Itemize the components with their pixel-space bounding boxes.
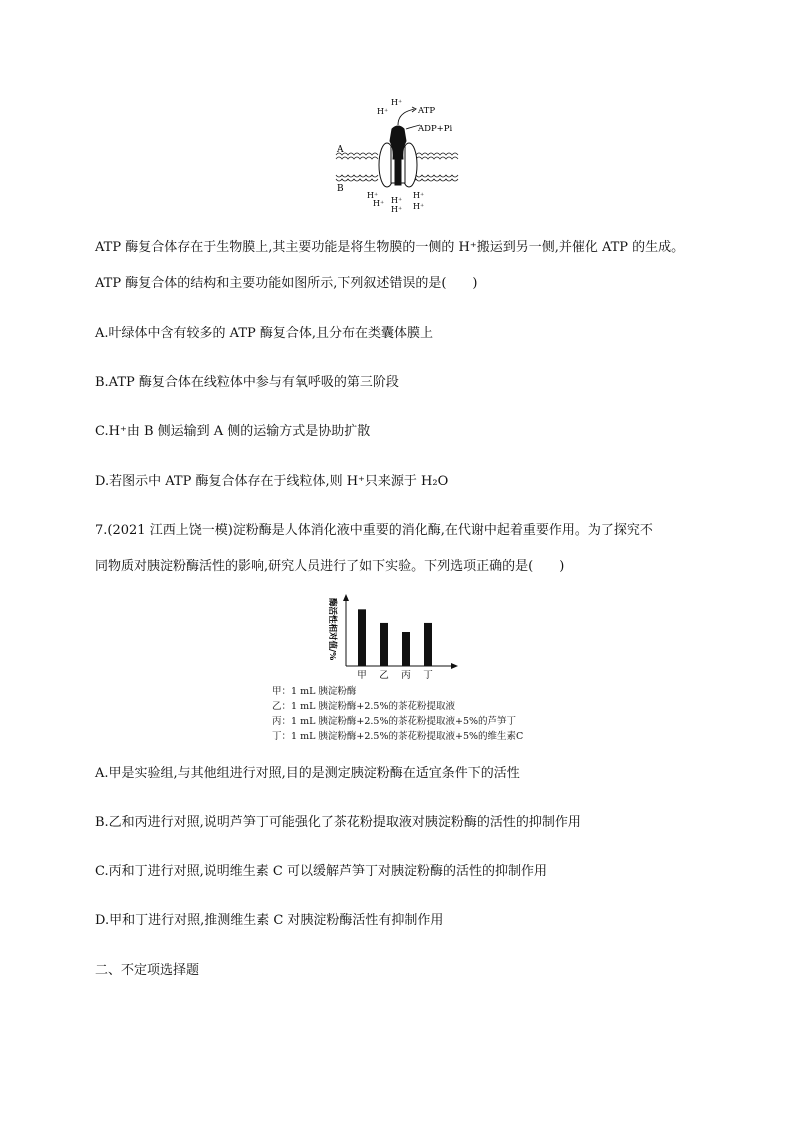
q7-option-d: D.甲和丁进行对照,推测维生素 C 对胰淀粉酶活性有抑制作用 xyxy=(95,913,444,928)
legend-item-1: 甲：1 mL 胰淀粉酶 xyxy=(272,686,357,697)
label-h-bottom-6: H⁺ xyxy=(413,202,425,211)
q6-option-b: B.ATP 酶复合体在线粒体中参与有氧呼吸的第三阶段 xyxy=(95,375,399,390)
bar-4 xyxy=(424,623,432,666)
legend-item-3: 丙：1 mL 胰淀粉酶+2.5%的茶花粉提取液+5%的芦笋丁 xyxy=(272,716,517,727)
bar-1 xyxy=(358,609,366,666)
label-h-bottom-1: H⁺ xyxy=(367,191,379,200)
label-h-bottom-2: H⁺ xyxy=(373,199,385,208)
q7-option-b: B.乙和丙进行对照,说明芦笋丁可能强化了茶花粉提取液对胰淀粉酶的活性的抑制作用 xyxy=(95,815,581,830)
q7-stem-line2: 同物质对胰淀粉酶活性的影响,研究人员进行了如下实验。下列选项正确的是( ) xyxy=(95,559,565,574)
label-a: A xyxy=(337,145,344,155)
label-h-top2: H⁺ xyxy=(377,107,389,116)
label-h-bottom-5: H⁺ xyxy=(413,191,425,200)
section-title: 二、不定项选择题 xyxy=(95,963,200,978)
legend-item-2: 乙：1 mL 胰淀粉酶+2.5%的茶花粉提取液 xyxy=(272,701,455,712)
atp-synthase-complex xyxy=(379,126,417,187)
atp-synthase-figure xyxy=(330,95,465,220)
bar-3 xyxy=(402,632,410,666)
label-adp: ADP+Pi xyxy=(418,124,453,134)
q6-option-d: D.若图示中 ATP 酶复合体存在于线粒体,则 H⁺只来源于 H₂O xyxy=(95,474,449,489)
x-tick-label-4: 丁 xyxy=(423,670,433,681)
label-h-top1: H⁺ xyxy=(391,98,403,107)
label-b: B xyxy=(337,184,344,194)
q6-option-a: A.叶绿体中含有较多的 ATP 酶复合体,且分布在类囊体膜上 xyxy=(95,326,434,341)
bar-2 xyxy=(380,623,388,666)
q6-stem-line2: ATP 酶复合体的结构和主要功能如图所示,下列叙述错误的是( ) xyxy=(95,276,478,291)
q7-option-c: C.丙和丁进行对照,说明维生素 C 可以缓解芦笋丁对胰淀粉酶的活性的抑制作用 xyxy=(95,864,547,879)
legend-item-4: 丁：1 mL 胰淀粉酶+2.5%的茶花粉提取液+5%的维生素C xyxy=(272,731,524,742)
x-tick-label-1: 甲 xyxy=(357,670,367,681)
label-atp: ATP xyxy=(418,106,436,116)
y-axis xyxy=(343,594,349,666)
y-axis-label: 酶活性相对值/% xyxy=(327,598,337,661)
reaction-arrows xyxy=(398,107,420,129)
enzyme-activity-bar-chart xyxy=(318,592,468,684)
q6-stem-line1: ATP 酶复合体存在于生物膜上,其主要功能是将生物膜的一侧的 H⁺搬运到另一侧,并催化 ATP 的生成。 xyxy=(95,240,685,255)
q6-option-c: C.H⁺由 B 侧运输到 A 侧的运输方式是协助扩散 xyxy=(95,424,371,439)
q7-stem-line1: 7.(2021 江西上饶一模)淀粉酶是人体消化液中重要的消化酶,在代谢中起着重要作用。为了探究不 xyxy=(95,523,653,538)
q7-option-a: A.甲是实验组,与其他组进行对照,目的是测定胰淀粉酶在适宜条件下的活性 xyxy=(95,766,520,781)
x-tick-label-3: 丙 xyxy=(401,670,411,681)
label-h-bottom-3: H⁺ xyxy=(391,196,403,205)
label-h-bottom-4: H⁺ xyxy=(391,205,403,214)
x-tick-label-2: 乙 xyxy=(379,670,389,681)
